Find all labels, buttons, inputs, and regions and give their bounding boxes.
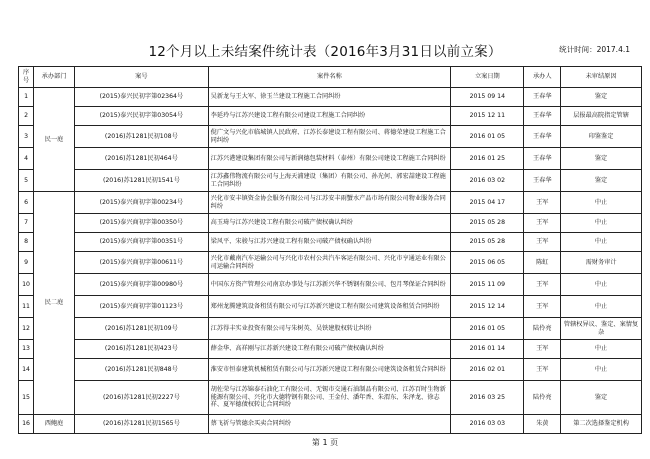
- page-title: 12个月以上未结案件统计表（2016年3月31日以前立案）: [148, 44, 502, 60]
- cell-case-no: (2016)苏1281民初423号: [75, 340, 209, 359]
- table-row: [19, 170, 642, 192]
- cell-case-name: 薛金华、高祥刚与江苏新兴建设工程有限公司破产债权确认纠纷: [208, 340, 451, 359]
- cell-case-no: (2016)苏1281民初1541号: [75, 170, 209, 192]
- cell-case-name: 高玉琦与江苏兴建设工程有限公司破产债权确认纠纷: [208, 214, 451, 233]
- cell-reason: 中止: [561, 340, 642, 359]
- table-row: [19, 148, 642, 170]
- cell-case-name: 中国东方资产管理公司南京办事处与江苏新兴华不锈钢有限公司、包月琴保证合同纠纷: [208, 274, 451, 296]
- cell-case-name: 吴新龙与王大军、徐玉兰建设工程施工合同纠纷: [208, 88, 451, 107]
- cell-case-name: 淮安市恒泰建筑机械租赁有限公司与江苏新兴建设工程有限公司建筑设备租赁合同纠纷: [208, 359, 451, 381]
- table-row: [19, 233, 642, 252]
- page-number: 第 1 页: [311, 438, 339, 447]
- cell-no: 15: [19, 381, 34, 415]
- cell-no: 2: [19, 107, 34, 126]
- cell-judge: 陈虹: [524, 252, 561, 274]
- cell-no: 16: [19, 415, 34, 434]
- cell-date: 2015 04 17: [451, 192, 524, 214]
- cell-date: 2016 01 14: [451, 340, 524, 359]
- cell-no: 14: [19, 359, 34, 381]
- cell-date: 2016 02 01: [451, 359, 524, 381]
- cell-judge: 陆伶亮: [524, 318, 561, 340]
- cell-date: 2016 03 25: [451, 381, 524, 415]
- cell-judge: 王军: [524, 274, 561, 296]
- table-row: [19, 340, 642, 359]
- header-case-name: 案件名称: [208, 67, 451, 88]
- cell-judge: 王军: [524, 214, 561, 233]
- cell-date: 2015 06 05: [451, 252, 524, 274]
- cell-judge: 王军: [524, 192, 561, 214]
- cell-case-no: (2016)苏1281民初464号: [75, 148, 209, 170]
- cell-no: 4: [19, 148, 34, 170]
- table-row: [19, 318, 642, 340]
- cell-case-no: (2015)泰兴民初字第02364号: [75, 88, 209, 107]
- cell-judge: 王春华: [524, 170, 561, 192]
- header-dept: 承办部门: [34, 67, 75, 88]
- table-row: [19, 381, 642, 415]
- cell-reason: 第二次选择鉴定机构: [561, 415, 642, 434]
- cell-no: 12: [19, 318, 34, 340]
- cell-judge: 朱黄: [524, 415, 561, 434]
- cell-reason: 层报最高院指定管辖: [561, 107, 642, 126]
- table-header-row: [19, 67, 642, 88]
- cell-case-no: (2016)苏1281民初1565号: [75, 415, 209, 434]
- cell-date: 2015 11 09: [451, 274, 524, 296]
- table-row: [19, 415, 642, 434]
- cell-case-name: 李延玲与江苏兴建设工程有限公司建设工程施工合同纠纷: [208, 107, 451, 126]
- cell-case-no: (2015)泰兴商初字第00351号: [75, 233, 209, 252]
- table-row: [19, 88, 642, 107]
- cell-date: 2015 12 14: [451, 296, 524, 318]
- table-row: [19, 274, 642, 296]
- stat-time: 统计时间：2017.4.1: [559, 45, 630, 54]
- table-row: [19, 126, 642, 148]
- cell-case-name: 胡佐荣与江苏锦泰石油化工有限公司、无锡市交通石油制品有限公司、江苏百时生物新能源有限公司、兴化市大德特钢有限公司、王金付、潘年香、朱渭东、朱泽龙、徐志祥、夏军德债权转让合同纠纷: [208, 381, 451, 415]
- cell-case-no: (2015)泰兴商初字第00350号: [75, 214, 209, 233]
- cell-date: 2015 09 14: [451, 88, 524, 107]
- cell-case-name: 江苏得丰实业投资有限公司与朱树英、吴铁建股权转让纠纷: [208, 318, 451, 340]
- cell-date: 2016 03 02: [451, 170, 524, 192]
- cell-reason: 鉴定: [561, 148, 642, 170]
- cell-reason: 中止: [561, 359, 642, 381]
- case-table: [18, 66, 642, 434]
- cell-no: 13: [19, 340, 34, 359]
- cell-judge: 王军: [524, 296, 561, 318]
- cell-judge: 王春华: [524, 126, 561, 148]
- cell-case-name: 兴化市安丰镇资金协会服务有限公司与江苏安丰雨蟹水产品市场有限公司物业服务合同纠纷: [208, 192, 451, 214]
- header-no: 序号: [19, 67, 34, 88]
- cell-reason: 需财务审计: [561, 252, 642, 274]
- cell-case-name: 倪广文与兴化市临城镇人民政府、江苏长泰建设工程有限公司、蒋德荣建设工程施工合同纠纷: [208, 126, 451, 148]
- cell-reason: 印鉴鉴定: [561, 126, 642, 148]
- table-row: [19, 359, 642, 381]
- cell-case-no: (2015)泰兴商初字第00611号: [75, 252, 209, 274]
- cell-no: 3: [19, 126, 34, 148]
- cell-dept: 民一庭: [34, 88, 75, 192]
- table-row: [19, 192, 642, 214]
- cell-judge: 王春华: [524, 148, 561, 170]
- cell-case-name: 梁风平、宋骏与江苏兴建设工程有限公司破产债权确认纠纷: [208, 233, 451, 252]
- cell-case-no: (2015)泰兴民初字第03054号: [75, 107, 209, 126]
- cell-case-name: 兴化市戴南汽车运输公司与兴化市农村公共汽车客运有限公司、兴化市亨通运业有限公司运输合同纠纷: [208, 252, 451, 274]
- cell-judge: 王春华: [524, 88, 561, 107]
- cell-case-no: (2016)苏1281民初108号: [75, 126, 209, 148]
- cell-reason: 中止: [561, 296, 642, 318]
- cell-judge: 陆伶亮: [524, 381, 561, 415]
- cell-case-no: (2016)苏1281民初848号: [75, 359, 209, 381]
- table-row: [19, 214, 642, 233]
- cell-reason: 鉴定: [561, 170, 642, 192]
- cell-no: 9: [19, 252, 34, 274]
- cell-reason: 中止: [561, 274, 642, 296]
- cell-date: 2016 03 03: [451, 415, 524, 434]
- cell-judge: 王春华: [524, 107, 561, 126]
- cell-case-name: 蔡飞祈与管德余买卖合同纠纷: [208, 415, 451, 434]
- cell-reason: 鉴定: [561, 88, 642, 107]
- cell-reason: 中止: [561, 192, 642, 214]
- cell-dept: 民二庭: [34, 192, 75, 415]
- cell-case-no: (2016)苏1281民初109号: [75, 318, 209, 340]
- cell-case-name: 郑州龙腾建筑设备租赁有限公司与江苏新兴建设工程有限公司建筑设备租赁合同纠纷: [208, 296, 451, 318]
- cell-no: 1: [19, 88, 34, 107]
- cell-date: 2016 01 05: [451, 126, 524, 148]
- cell-judge: 王军: [524, 340, 561, 359]
- header-case-no: 案号: [75, 67, 209, 88]
- cell-case-name: 江苏兴港建设集团有限公司与新润德包装材料（泰州）有限公司建设工程施工合同纠纷: [208, 148, 451, 170]
- cell-no: 7: [19, 214, 34, 233]
- cell-reason: 鉴定: [561, 381, 642, 415]
- table-row: [19, 107, 642, 126]
- cell-no: 8: [19, 233, 34, 252]
- table-row: [19, 296, 642, 318]
- header-date: 立案日期: [451, 67, 524, 88]
- header-judge: 承办人: [524, 67, 561, 88]
- cell-reason: 中止: [561, 214, 642, 233]
- cell-judge: 王军: [524, 233, 561, 252]
- cell-dept: 西鲍庭: [34, 415, 75, 434]
- cell-date: 2015 12 11: [451, 107, 524, 126]
- cell-no: 5: [19, 170, 34, 192]
- cell-case-no: (2016)苏1281民初2227号: [75, 381, 209, 415]
- cell-date: 2016 01 05: [451, 318, 524, 340]
- cell-no: 10: [19, 274, 34, 296]
- cell-no: 6: [19, 192, 34, 214]
- cell-case-no: (2015)泰兴商初字第00980号: [75, 274, 209, 296]
- cell-reason: 管辖权异议、鉴定、案情复杂: [561, 318, 642, 340]
- cell-date: 2016 01 25: [451, 148, 524, 170]
- cell-no: 11: [19, 296, 34, 318]
- header-reason: 未审结原因: [561, 67, 642, 88]
- cell-case-name: 江苏鑫伟物流有限公司与上海天浦建设（集团）有限公司、孙光何、郭宏喆建设工程施工合同纠纷: [208, 170, 451, 192]
- cell-date: 2015 05 28: [451, 214, 524, 233]
- cell-case-no: (2015)泰兴商初字第01123号: [75, 296, 209, 318]
- cell-date: 2015 05 28: [451, 233, 524, 252]
- cell-judge: 王军: [524, 359, 561, 381]
- cell-case-no: (2015)泰兴商初字第00234号: [75, 192, 209, 214]
- table-row: [19, 252, 642, 274]
- cell-reason: 中止: [561, 233, 642, 252]
